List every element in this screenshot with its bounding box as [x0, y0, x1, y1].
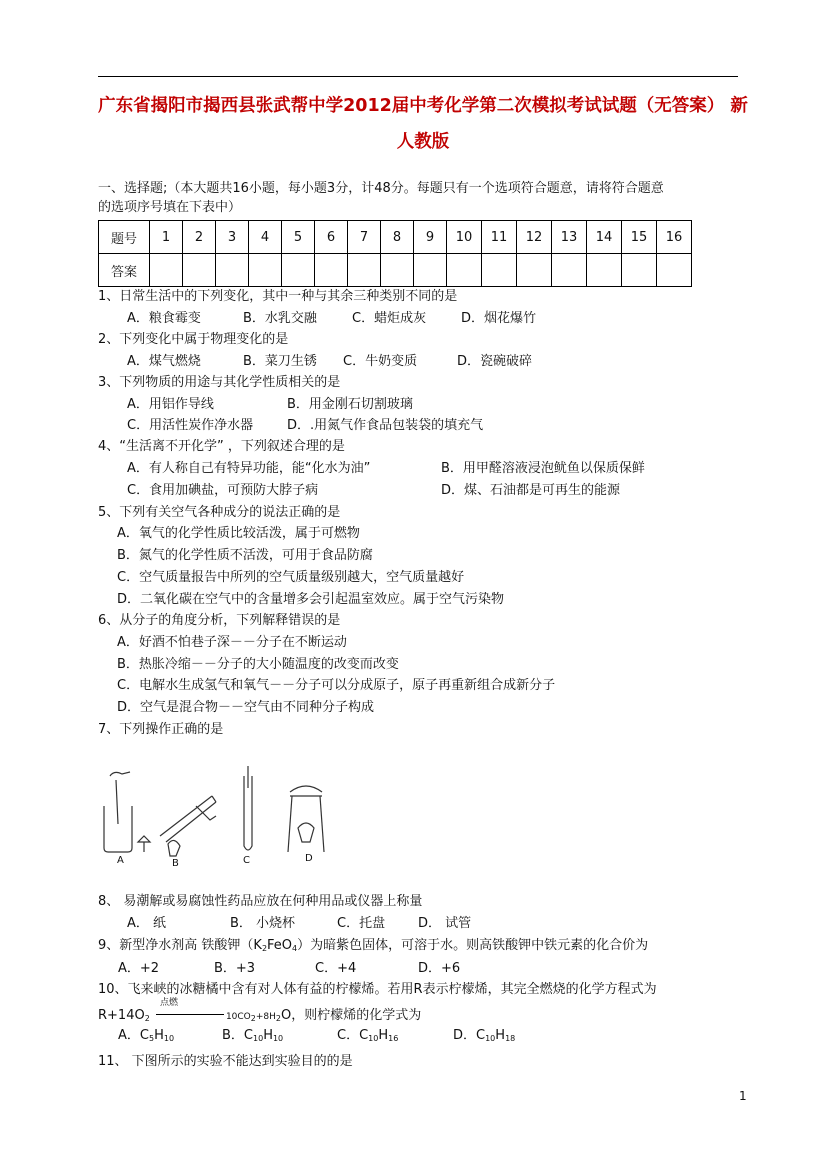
lamp-b	[168, 840, 180, 856]
q10-d-c: D．C	[453, 1028, 486, 1043]
question-10-stem: 10、飞来峡的冰糖橘中含有对人体有益的柠檬烯。若用R表示柠檬烯，其完全燃烧的化学方程式为	[98, 982, 657, 997]
num-cell: 6	[315, 221, 348, 254]
reaction-arrow	[156, 998, 224, 1015]
eq-tail-sub: 2	[275, 1014, 281, 1023]
num-cell: 10	[447, 221, 482, 254]
q10-a-h: H	[154, 1028, 164, 1043]
num-cell: 15	[622, 221, 657, 254]
q10-b-h: H	[263, 1028, 273, 1043]
q3-option-c: C．用活性炭作净水器	[127, 418, 254, 433]
answer-cell[interactable]	[622, 254, 657, 287]
q9-stem-post: ）为暗紫色固体，可溶于水。则高铁酸钾中铁元素的化合价为	[297, 938, 649, 953]
answer-cell[interactable]	[587, 254, 622, 287]
page-title: 广东省揭阳市揭西县张武帮中学2012届中考化学第二次模拟考试试题（无答案） 新人教版	[98, 96, 748, 152]
fig-label-c: C	[243, 855, 250, 866]
num-cell: 3	[216, 221, 249, 254]
q10-c-sub2: 16	[388, 1034, 399, 1043]
q5-option-a: A．氧气的化学性质比较活泼，属于可燃物	[117, 526, 360, 541]
num-cell: 16	[657, 221, 692, 254]
q10-d-sub2: 18	[505, 1034, 516, 1043]
q1-option-a: A．粮食霉变	[127, 311, 201, 326]
dropper-a	[116, 780, 118, 824]
header-label-cell: 题号	[99, 221, 150, 254]
question-1-stem: 1、日常生活中的下列变化，其中一种与其余三种类别不同的是	[98, 289, 458, 304]
question-2-stem: 2、下列变化中属于物理变化的是	[98, 332, 289, 347]
num-cell: 2	[183, 221, 216, 254]
q10-option-d	[453, 1027, 515, 1048]
answer-cell[interactable]	[552, 254, 587, 287]
question-6-stem: 6、从分子的角度分析，下列解释错误的是	[98, 613, 341, 628]
q9-k-subscript: 2	[261, 944, 268, 953]
q9-o-subscript: 4	[292, 944, 298, 953]
question-4-stem: 4、“生活离不开化学” ，下列叙述合理的是	[98, 439, 345, 454]
answer-cell[interactable]	[517, 254, 552, 287]
q3-option-a: A．用铝作导线	[127, 397, 214, 412]
question-11-stem: 11、 下图所示的实验不能达到实验目的的是	[98, 1054, 353, 1069]
eq-tail2: O，则柠檬烯的化学式为	[281, 1008, 422, 1023]
num-cell: 7	[348, 221, 381, 254]
lab-operations-figure	[100, 766, 340, 866]
q2-option-b: B．菜刀生锈	[243, 354, 317, 369]
num-cell: 1	[150, 221, 183, 254]
q8-option-d: D． 试管	[418, 916, 472, 931]
q1-option-d: D．烟花爆竹	[461, 311, 537, 326]
answer-cell[interactable]	[216, 254, 249, 287]
page-number: 1	[739, 1089, 747, 1103]
q4-option-d: D．煤、石油都是可再生的能源	[441, 483, 621, 498]
answer-cell[interactable]	[482, 254, 517, 287]
q6-option-d: D．空气是混合物－－空气由不同种分子构成	[117, 700, 375, 715]
q3-option-d: D．.用氮气作食品包装袋的填充气	[287, 418, 484, 433]
q10-option-a	[118, 1027, 174, 1048]
num-cell: 13	[552, 221, 587, 254]
answer-cell[interactable]	[249, 254, 282, 287]
q10-c-c: C．C	[337, 1028, 369, 1043]
header-rule	[98, 76, 738, 77]
q4-option-a: A．有人称自己有特异功能，能“化水为油”	[127, 461, 371, 476]
answer-cell[interactable]	[282, 254, 315, 287]
q9-formula: FeO	[267, 938, 293, 953]
answer-table-answer-row	[99, 254, 692, 287]
answer-cell[interactable]	[150, 254, 183, 287]
q10-d-h: H	[495, 1028, 506, 1043]
funnel-a	[138, 836, 150, 852]
num-cell: 14	[587, 221, 622, 254]
q10-option-c	[337, 1027, 398, 1048]
num-cell: 8	[381, 221, 414, 254]
q10-a-c: A．C	[118, 1028, 149, 1043]
q1-option-c: C．蜡炬成灰	[352, 311, 427, 326]
q2-option-c: C．牛奶变质	[343, 354, 418, 369]
section-heading-line2: 的选项序号填在下表中）	[98, 200, 242, 215]
q2-option-d: D．瓷碗破碎	[457, 354, 533, 369]
q10-b-sub2: 10	[272, 1034, 284, 1043]
q6-option-c: C．电解水生成氢气和氧气－－分子可以分成原子，原子再重新组合成新分子	[117, 678, 556, 693]
q9-option-d: D．+6	[418, 961, 461, 976]
answer-cell[interactable]	[315, 254, 348, 287]
fig-label-d: D	[305, 853, 313, 864]
question-8-stem: 8、 易潮解或易腐蚀性药品应放在何种用品或仪器上称量	[98, 894, 423, 909]
answer-cell[interactable]	[414, 254, 447, 287]
num-cell: 5	[282, 221, 315, 254]
q10-d-sub1: 10	[485, 1034, 496, 1043]
num-cell: 12	[517, 221, 552, 254]
q9-option-b: B．+3	[214, 961, 256, 976]
q5-option-b: B．氮气的化学性质不活泼，可用于食品防腐	[117, 548, 373, 563]
tripod-leg-left	[288, 796, 292, 852]
q9-option-c: C．+4	[315, 961, 357, 976]
question-9-stem	[98, 937, 648, 958]
q8-option-b: B． 小烧杯	[230, 916, 296, 931]
fig-label-a: A	[117, 855, 124, 866]
question-3-stem: 3、下列物质的用途与其化学性质相关的是	[98, 375, 341, 390]
eq-right-sub: 2	[250, 1014, 256, 1023]
answer-cell[interactable]	[447, 254, 482, 287]
num-cell: 9	[414, 221, 447, 254]
eq-left: R+14O	[98, 1008, 145, 1023]
answer-cell[interactable]	[657, 254, 692, 287]
q10-b-sub1: 10	[253, 1034, 264, 1043]
answer-label-cell: 答案	[99, 254, 150, 287]
q10-option-b	[222, 1027, 283, 1048]
q6-option-b: B．热胀冷缩－－分子的大小随温度的改变而改变	[117, 657, 399, 672]
dish-d	[290, 786, 322, 792]
q2-option-a: A．煤气燃烧	[127, 354, 201, 369]
q8-option-a: A． 纸	[127, 916, 167, 931]
q10-b-c: B．C	[222, 1028, 253, 1043]
q10-c-sub1: 10	[368, 1034, 379, 1043]
q8-option-c: C．托盘	[337, 916, 386, 931]
tripod-leg-right	[320, 796, 324, 852]
answer-table-header-row	[99, 221, 692, 254]
q10-a-sub1: 5	[148, 1034, 155, 1043]
eq-left-sub: 2	[144, 1014, 150, 1023]
num-cell: 4	[249, 221, 282, 254]
q4-option-b: B．用甲醛溶液浸泡鱿鱼以保质保鲜	[441, 461, 645, 476]
holder-b	[196, 806, 216, 820]
answer-cell[interactable]	[381, 254, 414, 287]
eq-right: 10CO	[225, 1012, 251, 1022]
question-7-stem: 7、下列操作正确的是	[98, 722, 224, 737]
answer-cell[interactable]	[183, 254, 216, 287]
answer-table	[98, 220, 692, 287]
q10-equation	[98, 998, 422, 1028]
q10-c-h: H	[378, 1028, 389, 1043]
fig-label-b: B	[172, 858, 179, 869]
q9-stem-pre: 9、新型净水剂高 铁酸钾（K	[98, 938, 262, 953]
q3-option-b: B．用金刚石切割玻璃	[287, 397, 413, 412]
reaction-condition: 点燃	[159, 998, 178, 1008]
q5-option-c: C．空气质量报告中所列的空气质量级别越大，空气质量越好	[117, 570, 465, 585]
answer-cell[interactable]	[348, 254, 381, 287]
q5-option-d: D．二氧化碳在空气中的含量增多会引起温室效应。属于空气污染物	[117, 592, 505, 607]
eq-tail: +8H	[255, 1012, 276, 1022]
section-heading-line1: 一、选择题;（本大题共16小题，每小题3分，计48分。每题只有一个选项符合题意，请将符合题意	[98, 181, 664, 196]
q1-option-b: B．水乳交融	[243, 311, 317, 326]
test-tube-b	[160, 796, 212, 836]
question-5-stem: 5、下列有关空气各种成分的说法正确的是	[98, 505, 341, 520]
lamp-d	[298, 823, 314, 842]
hand-a	[110, 772, 130, 776]
num-cell: 11	[482, 221, 517, 254]
q4-option-c: C．食用加碘盐，可预防大脖子病	[127, 483, 319, 498]
q10-a-sub2: 10	[163, 1034, 175, 1043]
q9-option-a: A．+2	[118, 961, 160, 976]
q6-option-a: A．好酒不怕巷子深－－分子在不断运动	[117, 635, 347, 650]
